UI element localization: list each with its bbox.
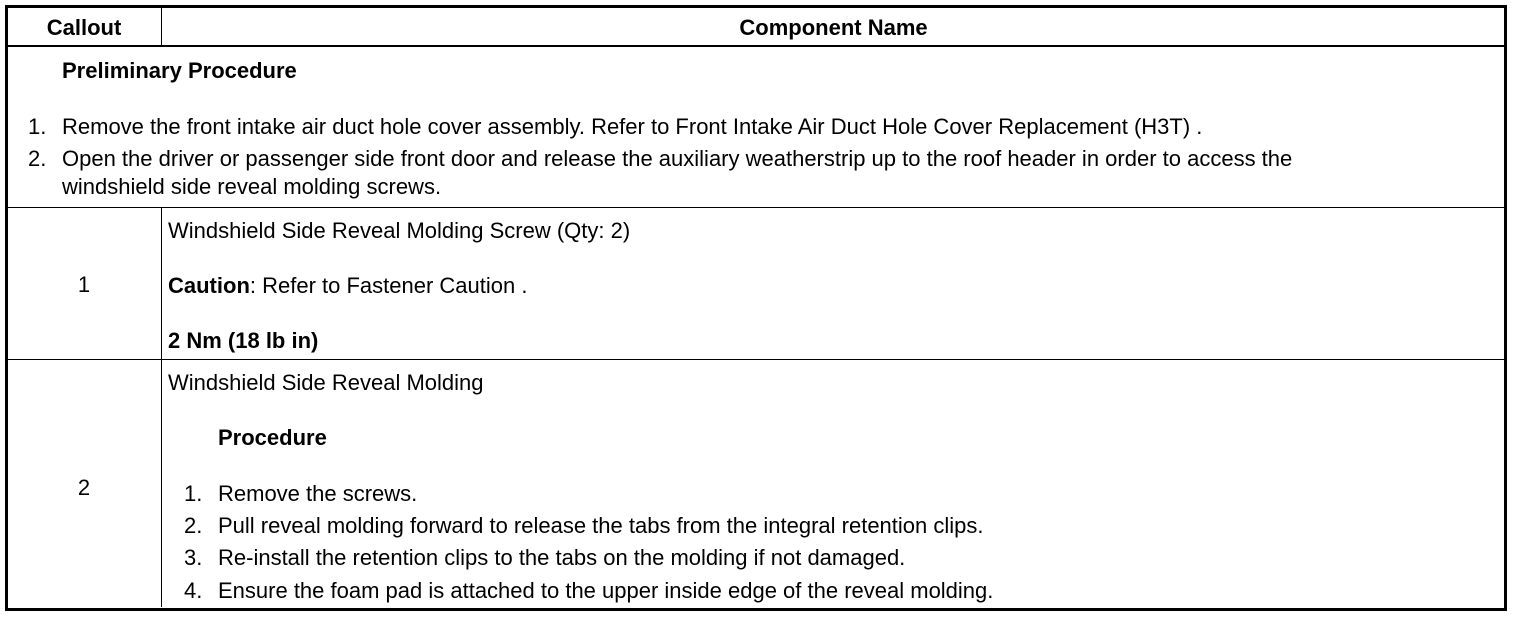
preliminary-step: Remove the front intake air duct hole cover assembly. Refer to Front Intake Air Duct Hole Cover Replacement (H3T) . — [62, 114, 1203, 139]
callout-number: 2 — [77, 475, 91, 500]
step-number: 1. — [184, 481, 203, 506]
preliminary-title: Preliminary Procedure — [62, 58, 297, 83]
header-callout: Callout — [46, 15, 122, 40]
caution-text: : Refer to Fastener Caution . — [249, 273, 528, 298]
header-component-name: Component Name — [739, 15, 928, 40]
step-number: 3. — [184, 545, 203, 570]
procedure-title: Procedure — [218, 425, 327, 450]
row-divider — [8, 207, 1504, 208]
caution-note — [168, 273, 527, 299]
step-number: 4. — [184, 578, 203, 603]
preliminary-step: Open the driver or passenger side front door and release the auxiliary weatherstrip up to the roof header in order to access the — [62, 146, 1293, 171]
component-name: Windshield Side Reveal Molding Screw (Qty: 2) — [168, 218, 631, 243]
header-divider — [8, 45, 1504, 47]
procedure-step: Re-install the retention clips to the tabs on the molding if not damaged. — [218, 545, 906, 570]
procedure-step: Ensure the foam pad is attached to the upper inside edge of the reveal molding. — [218, 578, 994, 603]
procedure-step: Remove the screws. — [218, 481, 418, 506]
preliminary-step-continuation: windshield side reveal molding screws. — [62, 174, 442, 199]
row-divider — [8, 359, 1504, 360]
column-divider — [161, 207, 162, 607]
step-number: 1. — [28, 114, 47, 139]
caution-label: Caution — [168, 273, 250, 298]
procedure-step: Pull reveal molding forward to release the tabs from the integral retention clips. — [218, 513, 984, 538]
callout-number: 1 — [77, 272, 91, 297]
step-number: 2. — [184, 513, 203, 538]
component-name: Windshield Side Reveal Molding — [168, 370, 484, 395]
step-number: 2. — [28, 146, 47, 171]
torque-spec: 2 Nm (18 lb in) — [168, 328, 319, 353]
